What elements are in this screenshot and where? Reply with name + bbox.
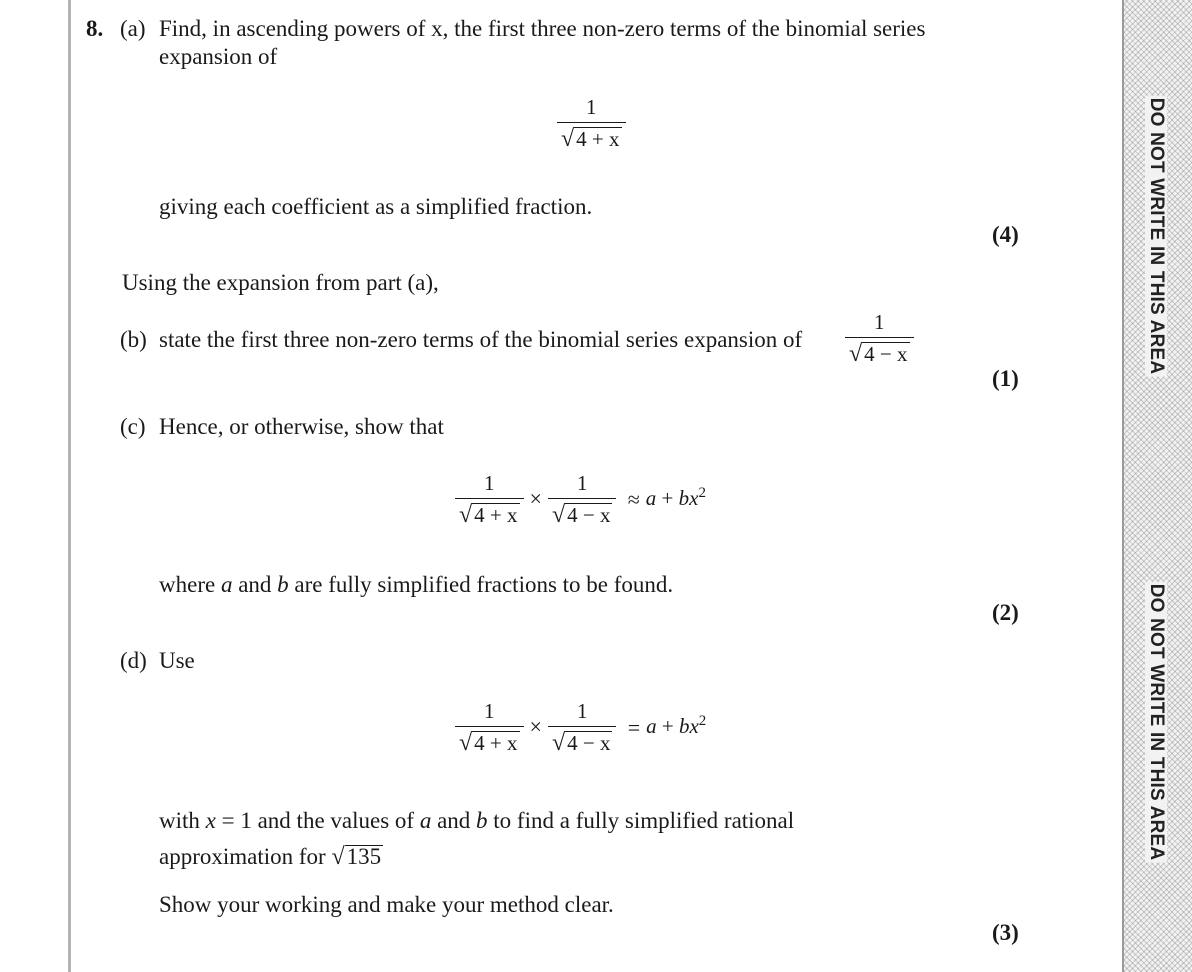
part-c-line2-pre: where — [159, 572, 221, 597]
part-d-var-b: b — [476, 808, 488, 833]
part-c-label: (c) — [120, 414, 146, 439]
part-a-numerator: 1 — [586, 95, 597, 119]
part-d-text: Use — [159, 648, 195, 673]
part-d-var-a: a — [419, 808, 432, 833]
part-c-rhs-exp: 2 — [698, 484, 706, 501]
part-d-line1-eq: = 1 — [215, 808, 258, 833]
part-a-radicand: 4 + x — [576, 127, 620, 151]
intro-text: Using the expansion from part (a), — [122, 270, 439, 295]
margin-warning-top: DO NOT WRITE IN THIS AREA — [1146, 97, 1167, 375]
left-margin-line — [68, 0, 71, 972]
equals-sign: = — [627, 715, 641, 741]
part-a-line1: Find, in ascending powers of x, the first three non-zero terms of the binomial series — [159, 16, 926, 41]
part-c-line2-post: are fully simplified fractions to be found. — [288, 572, 674, 597]
part-c-rhs-plus: + — [661, 485, 674, 510]
part-d-line1-post: to find a fully simplified rational — [487, 808, 795, 833]
part-c-line2 — [159, 571, 673, 599]
part-d-num2: 1 — [576, 699, 588, 723]
part-d-var-x: x — [205, 808, 216, 833]
part-d-rhs-plus: + — [661, 713, 674, 738]
part-d-line1-pre: with — [159, 808, 206, 833]
part-c-num2: 1 — [576, 471, 588, 495]
part-c-text: Hence, or otherwise, show that — [159, 414, 444, 439]
part-c-den1: 4 + x — [474, 503, 518, 527]
part-b-marks: (1) — [992, 366, 1019, 391]
times-sign: × — [529, 714, 542, 739]
part-c-var-a: a — [220, 572, 233, 597]
part-d-line1-and: and — [431, 808, 477, 833]
part-a-line2: expansion of — [159, 44, 278, 69]
part-a-marks: (4) — [992, 222, 1019, 247]
part-a-label: (a) — [120, 16, 146, 41]
part-d-rhs-bx: bx — [678, 713, 699, 738]
part-d-marks: (3) — [992, 920, 1019, 945]
part-c-var-b: b — [277, 572, 289, 597]
part-c-marks: (2) — [992, 600, 1019, 625]
part-d-radicand: 135 — [346, 844, 382, 869]
part-c-rhs-a: a — [645, 485, 657, 510]
part-d-den1: 4 + x — [474, 731, 518, 755]
part-b-label: (b) — [120, 327, 147, 352]
part-c-equation: $\frac{1}{√4 + x}$ × $\frac{1}{√4 - x}$ ≈ $a + bx^2$ — [455, 470, 706, 528]
part-d-rhs-a: a — [646, 713, 657, 738]
part-b-expression: $\frac{1}{√4 - x}$ — [845, 309, 914, 367]
part-c-rhs-bx: bx — [678, 485, 699, 510]
part-d-label: (d) — [120, 648, 147, 673]
part-d-equation: $\frac{1}{√4 + x}$ × $\frac{1}{√4 - x}$ = $a + bx^2$ — [455, 698, 706, 756]
part-d-num1: 1 — [484, 699, 495, 723]
part-d-line3: Show your working and make your method clear. — [159, 892, 614, 917]
part-c-den2: 4 − x — [567, 503, 611, 527]
question-number: 8. — [86, 16, 104, 41]
part-b-numerator: 1 — [874, 310, 885, 334]
part-d-line2-pre: approximation for — [159, 844, 332, 869]
part-c-num1: 1 — [484, 471, 495, 495]
part-d-den2: 4 − x — [567, 731, 611, 755]
part-c-line2-mid: and — [232, 572, 278, 597]
part-a-line3: giving each coefficient as a simplified fraction. — [159, 194, 593, 219]
part-d-line1 — [159, 807, 794, 835]
part-b-text: state the first three non-zero terms of the binomial series expansion of — [159, 327, 803, 352]
part-d-rhs-exp: 2 — [698, 712, 707, 729]
margin-warning-bottom: DO NOT WRITE IN THIS AREA — [1146, 583, 1167, 861]
approx-sign: ≈ — [627, 487, 640, 513]
times-sign: × — [529, 486, 542, 511]
part-b-radicand: 4 − x — [864, 342, 908, 366]
part-a-expression: $\frac{1}{√4 + x}$ — [557, 94, 626, 152]
part-d-line2: approximation for √135 — [159, 844, 382, 870]
part-d-line1-mid: and the values of — [257, 808, 420, 833]
